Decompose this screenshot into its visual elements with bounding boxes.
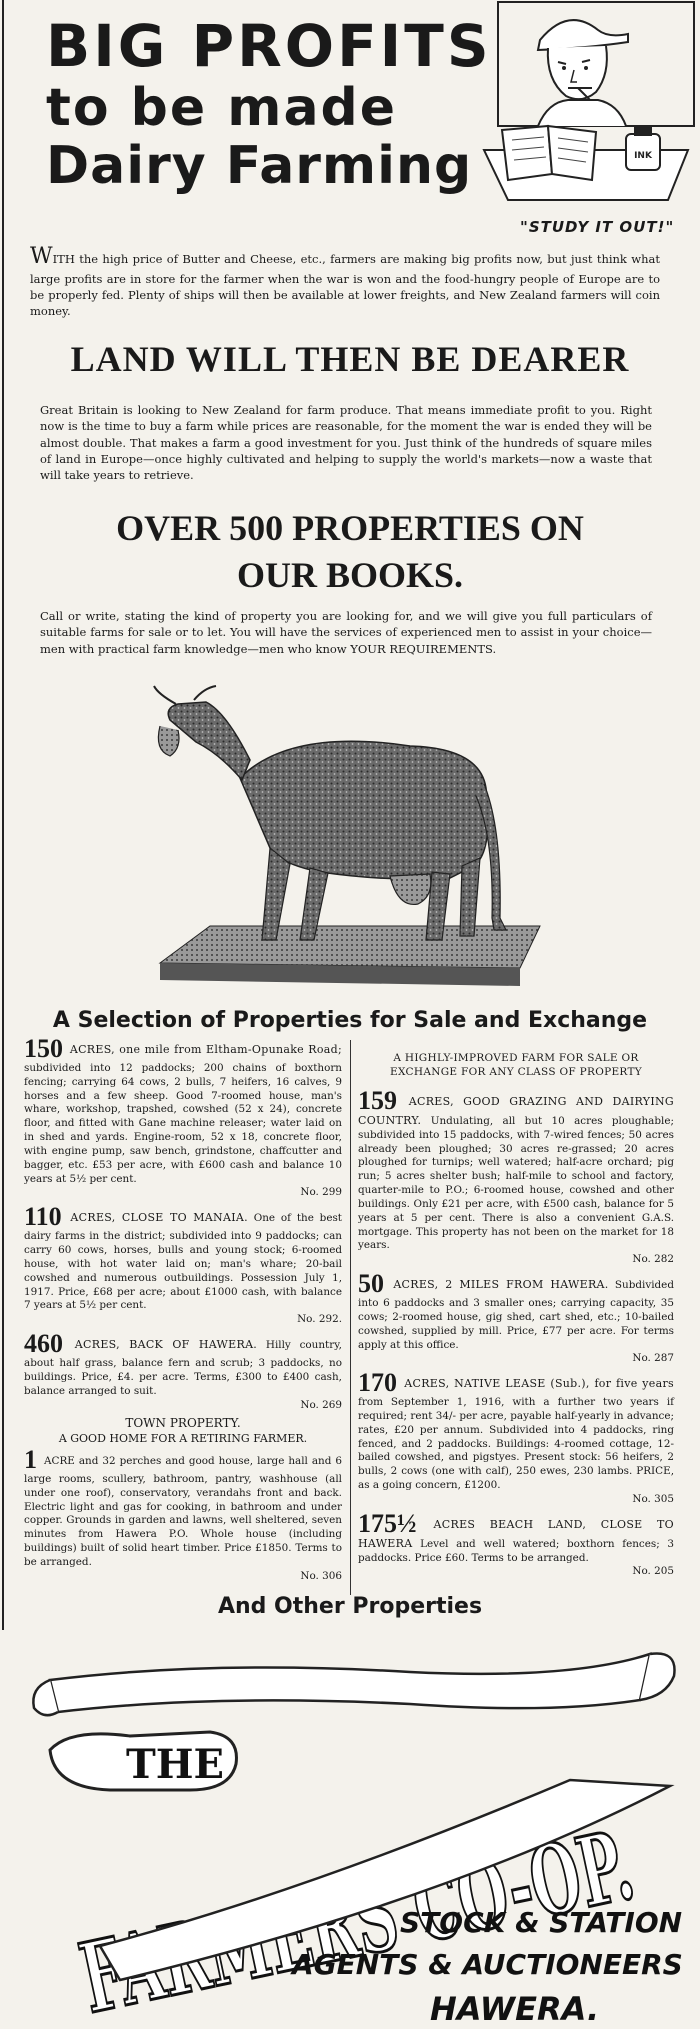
farmer-cartoon-illustration xyxy=(478,0,698,228)
listing xyxy=(358,1370,674,1507)
acreage-number: 175½ xyxy=(358,1508,417,1538)
logo-stock-station: STOCK & STATION xyxy=(400,1906,683,1939)
listing-text: ACRE and 32 perches and good house, large hall and 6 large rooms, scullery, bathroom, pantry, washhouse (all under one roof), conservatory, verandahs front and back. Electric light and gas for cooking, in bathroom and under copper. Grounds in garden and lawns, well sheltered, seven minutes from Hawera P.O. Whole house (including buildings) built of solid heart timber. Price £1850. Terms to be arranged. xyxy=(24,1454,343,1568)
listing-ref: No. 205 xyxy=(632,1565,674,1578)
listing-ref: No. 292. xyxy=(297,1313,342,1326)
town-property-heading: TOWN PROPERTY. xyxy=(125,1416,241,1431)
acreage-number: 170 xyxy=(358,1368,397,1398)
intro-paragraph: WITH the high price of Butter and Cheese, etc., farmers are making big profits now, but just think what large profits are in store for the farmer when the war is won and the food-hungry people of Europe are to be properly fed. Plenty of ships will then be available at lower freights, and New Zealand farmers will coin money. xyxy=(30,244,660,319)
listing-lead: ACRES, NATIVE LEASE (Sub.), for five years xyxy=(404,1377,674,1391)
properties-heading xyxy=(0,505,700,599)
listing-ref: No. 306 xyxy=(300,1569,342,1582)
acreage-number: 150 xyxy=(24,1034,63,1063)
acreage-number: 1 xyxy=(24,1444,37,1474)
listing xyxy=(24,1331,342,1412)
acreage-number: 159 xyxy=(358,1085,397,1115)
listing xyxy=(358,1271,674,1366)
logo-hawera: HAWERA. xyxy=(430,1990,600,2028)
listing-lead: ACRES, 2 MILES FROM HAWERA. xyxy=(393,1278,609,1292)
acreage-number: 50 xyxy=(358,1269,384,1299)
right-column-heading: A HIGHLY-IMPROVED FARM FOR SALE OR EXCHANGE FOR ANY CLASS OF PROPERTY xyxy=(389,1052,642,1078)
listing-ref: No. 305 xyxy=(632,1492,674,1505)
dearer-heading: LAND WILL THEN BE DEARER xyxy=(70,339,630,379)
listing-text: Hilly country, about half grass, balance fern and scrub; 3 paddocks, no buildings. Price, £4. per acre. Terms, £300 to £400 cash, balance arranged to suit. xyxy=(24,1339,342,1397)
listing-text: One of the best dairy farms in the district; subdivided into 9 paddocks; can carry 60 cows, horses, bulls and young stock; 6-roomed house, with hot water laid on; man's whare; 20-bail cowshed and numerous outbuildings. Possession July 1, 1917. Price, £68 per acre; about £1000 cash, with balance 7 years at 5½ per cent. xyxy=(24,1212,342,1312)
listing-ref: No. 269 xyxy=(300,1398,342,1411)
logo-agents-auctioneers: AGENTS & AUCTIONEERS xyxy=(292,1948,683,1981)
listing xyxy=(24,1444,343,1584)
acreage-number: 110 xyxy=(24,1202,62,1232)
listing xyxy=(24,1036,342,1200)
listing-text: Subdivided into 6 paddocks and 3 smaller ones; carrying capacity, 35 cows; 2-roomed house, gig shed, cart shed, etc.; 10-bailed cowshed, supplied by mill. Price, £77 per acre. For terms apply at this office. xyxy=(358,1279,674,1351)
listing-lead: ACRES, BACK OF HAWERA. xyxy=(74,1338,258,1352)
listing xyxy=(358,1508,674,1579)
farmers-coop-logo xyxy=(10,1640,695,2029)
call-or-write-paragraph: Call or write, stating the kind of property you are looking for, and we will give you full particulars of suitable farms for sale or to let. You will have the services of experienced men to assist in your choice—men with practical farm knowledge—men who know YOUR REQUIREMENTS. xyxy=(40,609,652,656)
headline-line-1: BIG PROFITS xyxy=(46,12,492,80)
town-property-subheading: A GOOD HOME FOR A RETIRING FARMER. xyxy=(58,1432,308,1446)
acreage-number: 460 xyxy=(24,1329,63,1359)
study-it-out-caption: "STUDY IT OUT!" xyxy=(520,218,675,236)
listing-lead: ACRES BEACH LAND, CLOSE TO HAWERA xyxy=(358,1517,674,1550)
listing-text: Level and well watered; boxthorn fences; 3 paddocks. Price £60. Terms to be arranged. xyxy=(358,1537,674,1564)
listing xyxy=(24,1204,342,1327)
listing-lead: ACRES, CLOSE TO MANAIA. xyxy=(70,1211,248,1225)
listing-text: from September 1, 1916, with a further two years if required; rent 34/- per acre, payable half-yearly in advance; rates, £20 per annum. Subdivided into 4 paddocks, ring fenced, and 2 paddocks. Buildings: 4-roomed cottage, 12-bailed cowshed, and pigstyes. Present stock: 56 heifers, 2 bulls, 2 cows (one with calf), 250 ewes, 230 lambs. PRICE, as a going concern, £1200. xyxy=(358,1396,674,1492)
listing-text: Undulating, all but 10 acres ploughable; subdivided into 15 paddocks, with 7-wired fences; 50 acres already been ploughed; 30 acres re-grassed; 20 acres ploughed for turnips; well watered; half-acre orchard; pig run; 5 acres shelter bush; half-mile to school and factory, quarter-mile to P.O.; 6-roomed house, cowshed and other buildings. Only £21 per acre, with £500 cash, balance for 5 years at 5 per cent. There is also a convenient G.A.S. mortgage. This property has not been on the market for 18 years. xyxy=(358,1114,674,1252)
logo-the: THE xyxy=(125,1741,225,1788)
listing-ref: No. 287 xyxy=(632,1352,674,1365)
properties-heading-line-1: OVER 500 PROPERTIES ON xyxy=(116,508,584,548)
dearer-paragraph: Great Britain is looking to New Zealand for farm produce. That means immediate profit to you. Right now is the time to buy a farm while prices are reasonable, for the moment the war is ended they will be almost double. That makes a farm a good investment for you. Just think of the hundreds of square miles of land in Europe—once highly cultivated and helping to supply the world's markets—now a waste that will take years to retrieve. xyxy=(40,403,652,483)
selection-heading: A Selection of Properties for Sale and Exchange xyxy=(52,1008,648,1033)
listing xyxy=(358,1085,674,1267)
listing-text: subdivided into 12 paddocks; 200 chains of boxthorn fencing; carrying 64 cows, 2 bulls, 7 heifers, 16 calves, 9 horses and a few sheep. Good 7-roomed house, man's whare, workshop, trapshed, cowshed (52 x 24), concrete floor, and fitted with Gane machine releaser; water laid on in shed and yards. Engine-room, 52 x 18, concrete floor, with engine pump, saw bench, grindstone, chaffcutter and bagger, etc. £53 per acre, with £600 cash and balance 10 years at 5½ per cent. xyxy=(24,1062,342,1185)
left-border-rule xyxy=(2,0,4,1630)
left-column xyxy=(24,1036,342,1588)
ink-bottle-label: INK xyxy=(634,151,652,161)
headline xyxy=(46,14,492,195)
headline-line-3: Dairy Farming xyxy=(46,136,473,197)
properties-heading-line-2: OUR BOOKS. xyxy=(236,554,464,595)
column-divider xyxy=(350,1040,351,1595)
listing-ref: No. 282 xyxy=(632,1253,674,1266)
other-properties-heading: And Other Properties xyxy=(217,1594,483,1619)
headline-line-2: to be made xyxy=(46,77,398,138)
listing-lead: ACRES, GOOD GRAZING AND DAIRYING COUNTRY. xyxy=(358,1094,674,1127)
right-column xyxy=(358,1052,674,1583)
dairy-cow-illustration xyxy=(150,668,550,998)
listing-lead: ACRES, one mile from Eltham-Opunake Road; xyxy=(69,1043,342,1056)
listing-ref: No. 299 xyxy=(300,1186,342,1199)
